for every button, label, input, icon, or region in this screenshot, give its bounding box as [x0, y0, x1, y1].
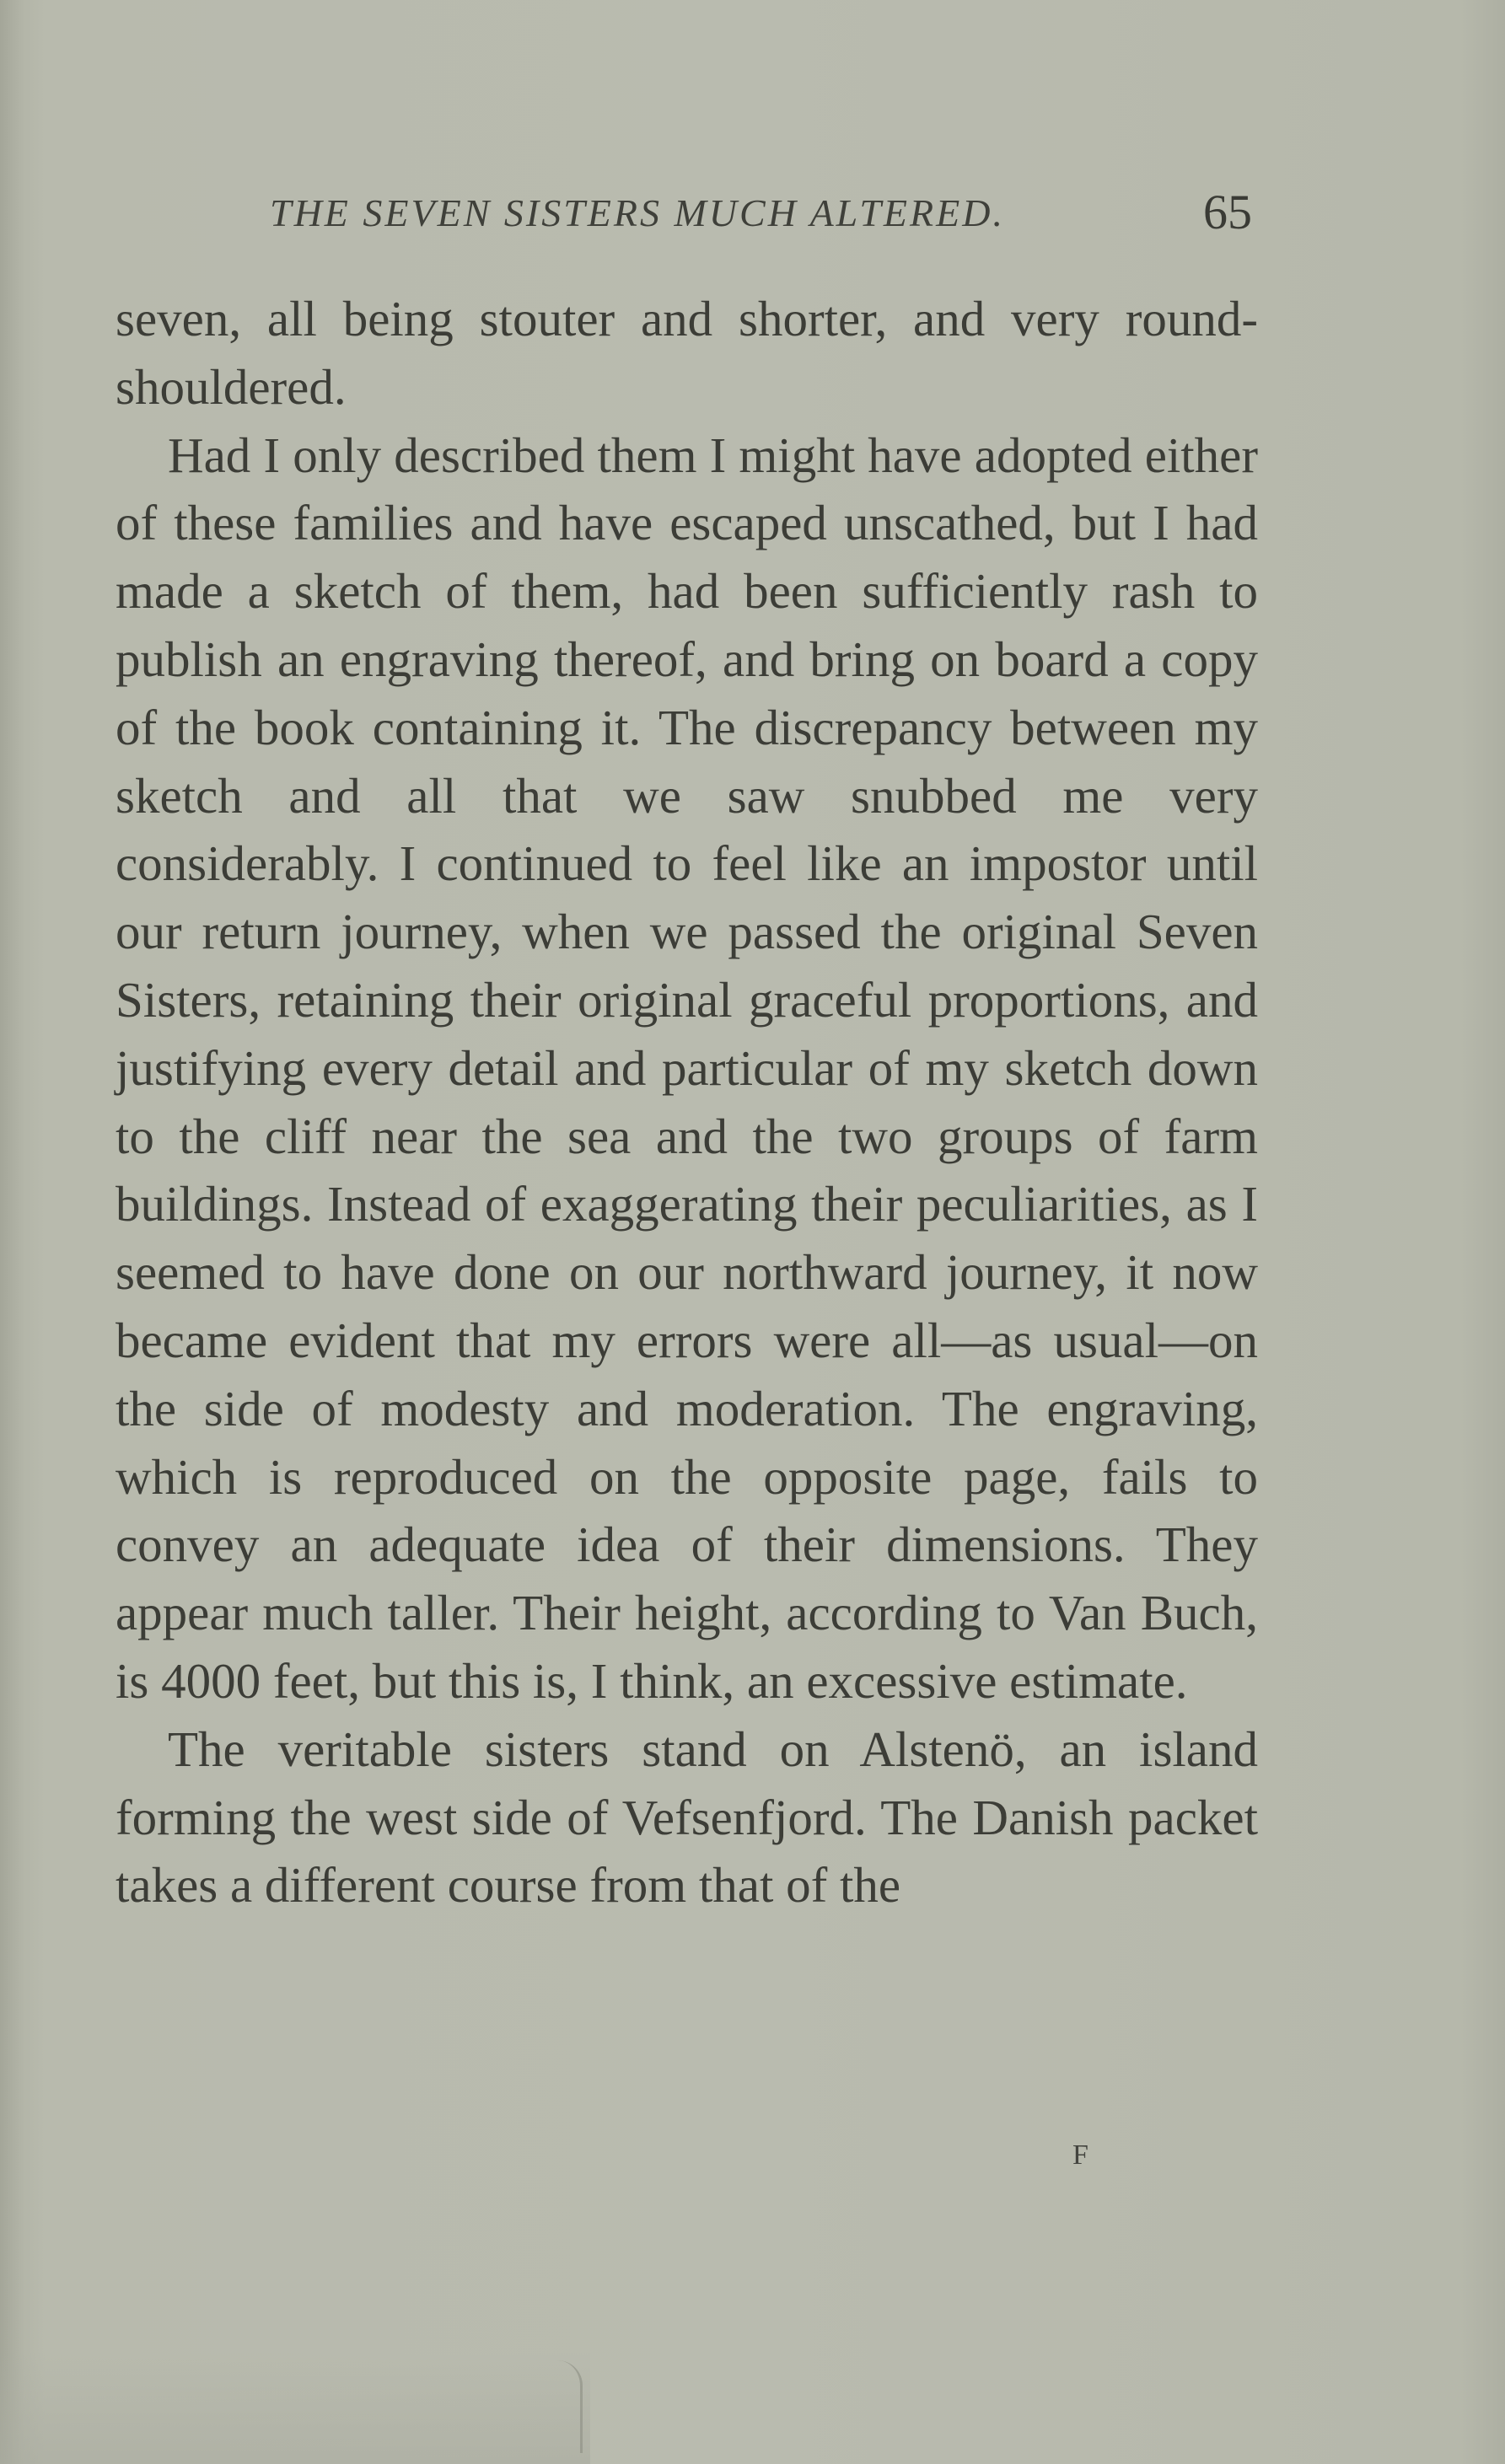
paragraph-continuation: seven, all being stouter and shorter, and very round-shouldered.	[116, 291, 1258, 415]
signature-mark: F	[1072, 2139, 1088, 2171]
paragraph-sketch: Had I only described them I might have adopted either of these families and have escaped unscathed, but I had made a sketch of them, had been sufficiently rash to publish an engraving thereof, and bring on board a copy of the book containing it. The discrepancy between my sketch and all that we saw snubbed me very considerably. I continued to feel like an impostor until our return journey, when we passed the original Seven Sisters, retaining their original graceful proportions, and justifying every detail and particular of my sketch down to the cliff near the sea and the two groups of farm buildings. Instead of exaggerating their peculiarities, as I seemed to have done on our northward journey, it now became evident that my errors were all—as usual—on the side of modesty and moderation. The engraving, which is reproduced on the opposite page, fails to convey an adequate idea of their dimensions. They appear much taller. Their height, according to Van Buch, is 4000 feet, but this is, I think, an excessive estimate.	[116, 427, 1258, 1709]
page-edge-mark	[546, 2360, 583, 2453]
body-text	[116, 285, 1258, 1919]
paragraph-alsteno: The veritable sisters stand on Alstenö, an island forming the west side of Vefsenfjord. The Danish packet takes a different course from that of the	[116, 1721, 1258, 1914]
running-title: THE SEVEN SISTERS MUCH ALTERED.	[270, 191, 1005, 234]
page-stain	[0, 2352, 590, 2464]
page-header	[270, 184, 1252, 243]
page-number: 65	[1203, 185, 1252, 239]
spine-shadow	[0, 0, 24, 2464]
